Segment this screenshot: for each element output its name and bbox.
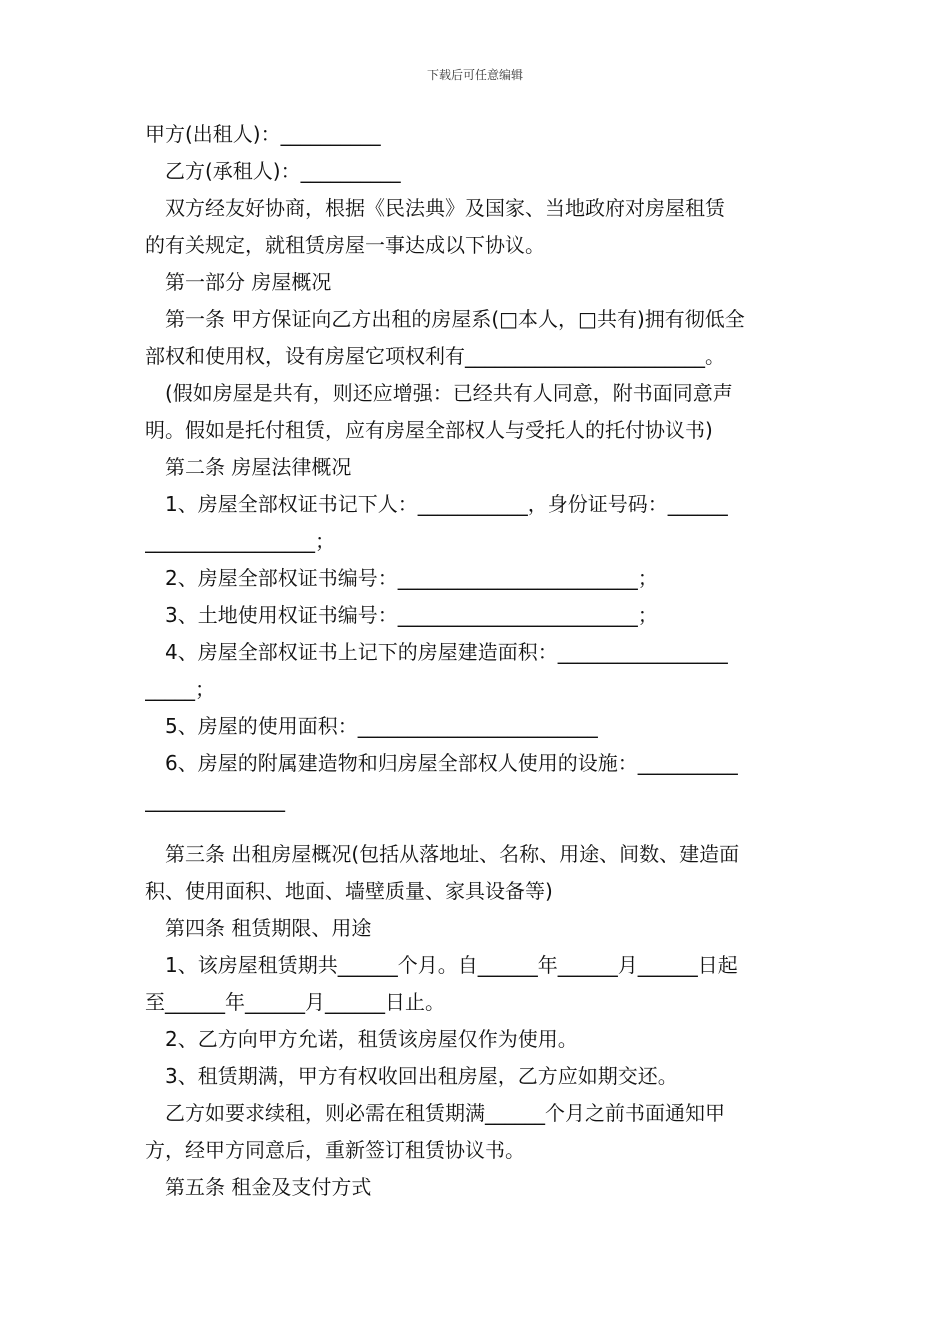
article-1-line-2: 部权和使用权，设有房屋它项权利有________________________。	[145, 344, 725, 368]
renewal-line-1: 乙方如要求续租，则必需在租赁期满______个月之前书面通知甲	[165, 1101, 725, 1125]
article-3-line-2: 积、使用面积、地面、墙壁质量、家具设备等)	[145, 879, 553, 903]
page-header-note: 下载后可任意编辑	[426, 68, 523, 82]
article-5-heading: 第五条 租金及支付方式	[165, 1175, 372, 1199]
article-4-item-3: 3、租赁期满，甲方有权收回出租房屋，乙方应如期交还。	[165, 1064, 678, 1088]
paragraph-gap	[145, 819, 809, 836]
article-2-item-3: 3、土地使用权证书编号：________________________；	[165, 603, 658, 627]
article-2-item-4-line-2: _____；	[145, 677, 215, 701]
article-3-line-1: 第三条 出租房屋概况(包括从落地址、名称、用途、间数、建造面	[165, 842, 740, 866]
article-1-note-line-1: (假如房屋是共有，则还应增强：已经共有人同意，附书面同意声	[165, 381, 733, 405]
article-4-item-1-line-2: 至______年______月______日止。	[145, 990, 445, 1014]
article-2-item-4-line-1: 4、房屋全部权证书上记下的房屋建造面积：_________________	[165, 640, 728, 664]
preamble-line-2: 的有关规定，就租赁房屋一事达成以下协议。	[145, 233, 545, 257]
article-2-item-1-line-1: 1、房屋全部权证书记下人：___________，身份证号码：______	[165, 492, 728, 516]
contract-body	[145, 116, 809, 1206]
preamble-line-1: 双方经友好协商，根据《民法典》及国家、当地政府对房屋租赁	[165, 196, 725, 220]
article-2-item-6-line-1: 6、房屋的附属建造物和归房屋全部权人使用的设施：__________	[165, 751, 738, 775]
article-2-item-1-line-2: _________________；	[145, 529, 335, 553]
article-1-note-line-2: 明。假如是托付租赁，应有房屋全部权人与受托人的托付协议书)	[145, 418, 713, 442]
section-heading-part-one: 第一部分 房屋概况	[165, 270, 332, 294]
article-2-item-6-line-2: ______________	[145, 788, 285, 812]
article-4-heading: 第四条 租赁期限、用途	[165, 916, 372, 940]
renewal-line-2: 方，经甲方同意后，重新签订租赁协议书。	[145, 1138, 525, 1162]
article-2-item-2: 2、房屋全部权证书编号：________________________；	[165, 566, 658, 590]
article-1-line-1: 第一条 甲方保证向乙方出租的房屋系(□本人，□共有)拥有彻低全	[165, 307, 745, 331]
party-b-line: 乙方(承租人)：__________	[165, 159, 401, 183]
article-4-item-1-line-1: 1、该房屋租赁期共______个月。自______年______月______日起	[165, 953, 738, 977]
article-4-item-2: 2、乙方向甲方允诺，租赁该房屋仅作为使用。	[165, 1027, 578, 1051]
party-a-line: 甲方(出租人)：__________	[145, 122, 381, 146]
article-2-heading: 第二条 房屋法律概况	[165, 455, 352, 479]
article-2-item-5: 5、房屋的使用面积：________________________	[165, 714, 598, 738]
